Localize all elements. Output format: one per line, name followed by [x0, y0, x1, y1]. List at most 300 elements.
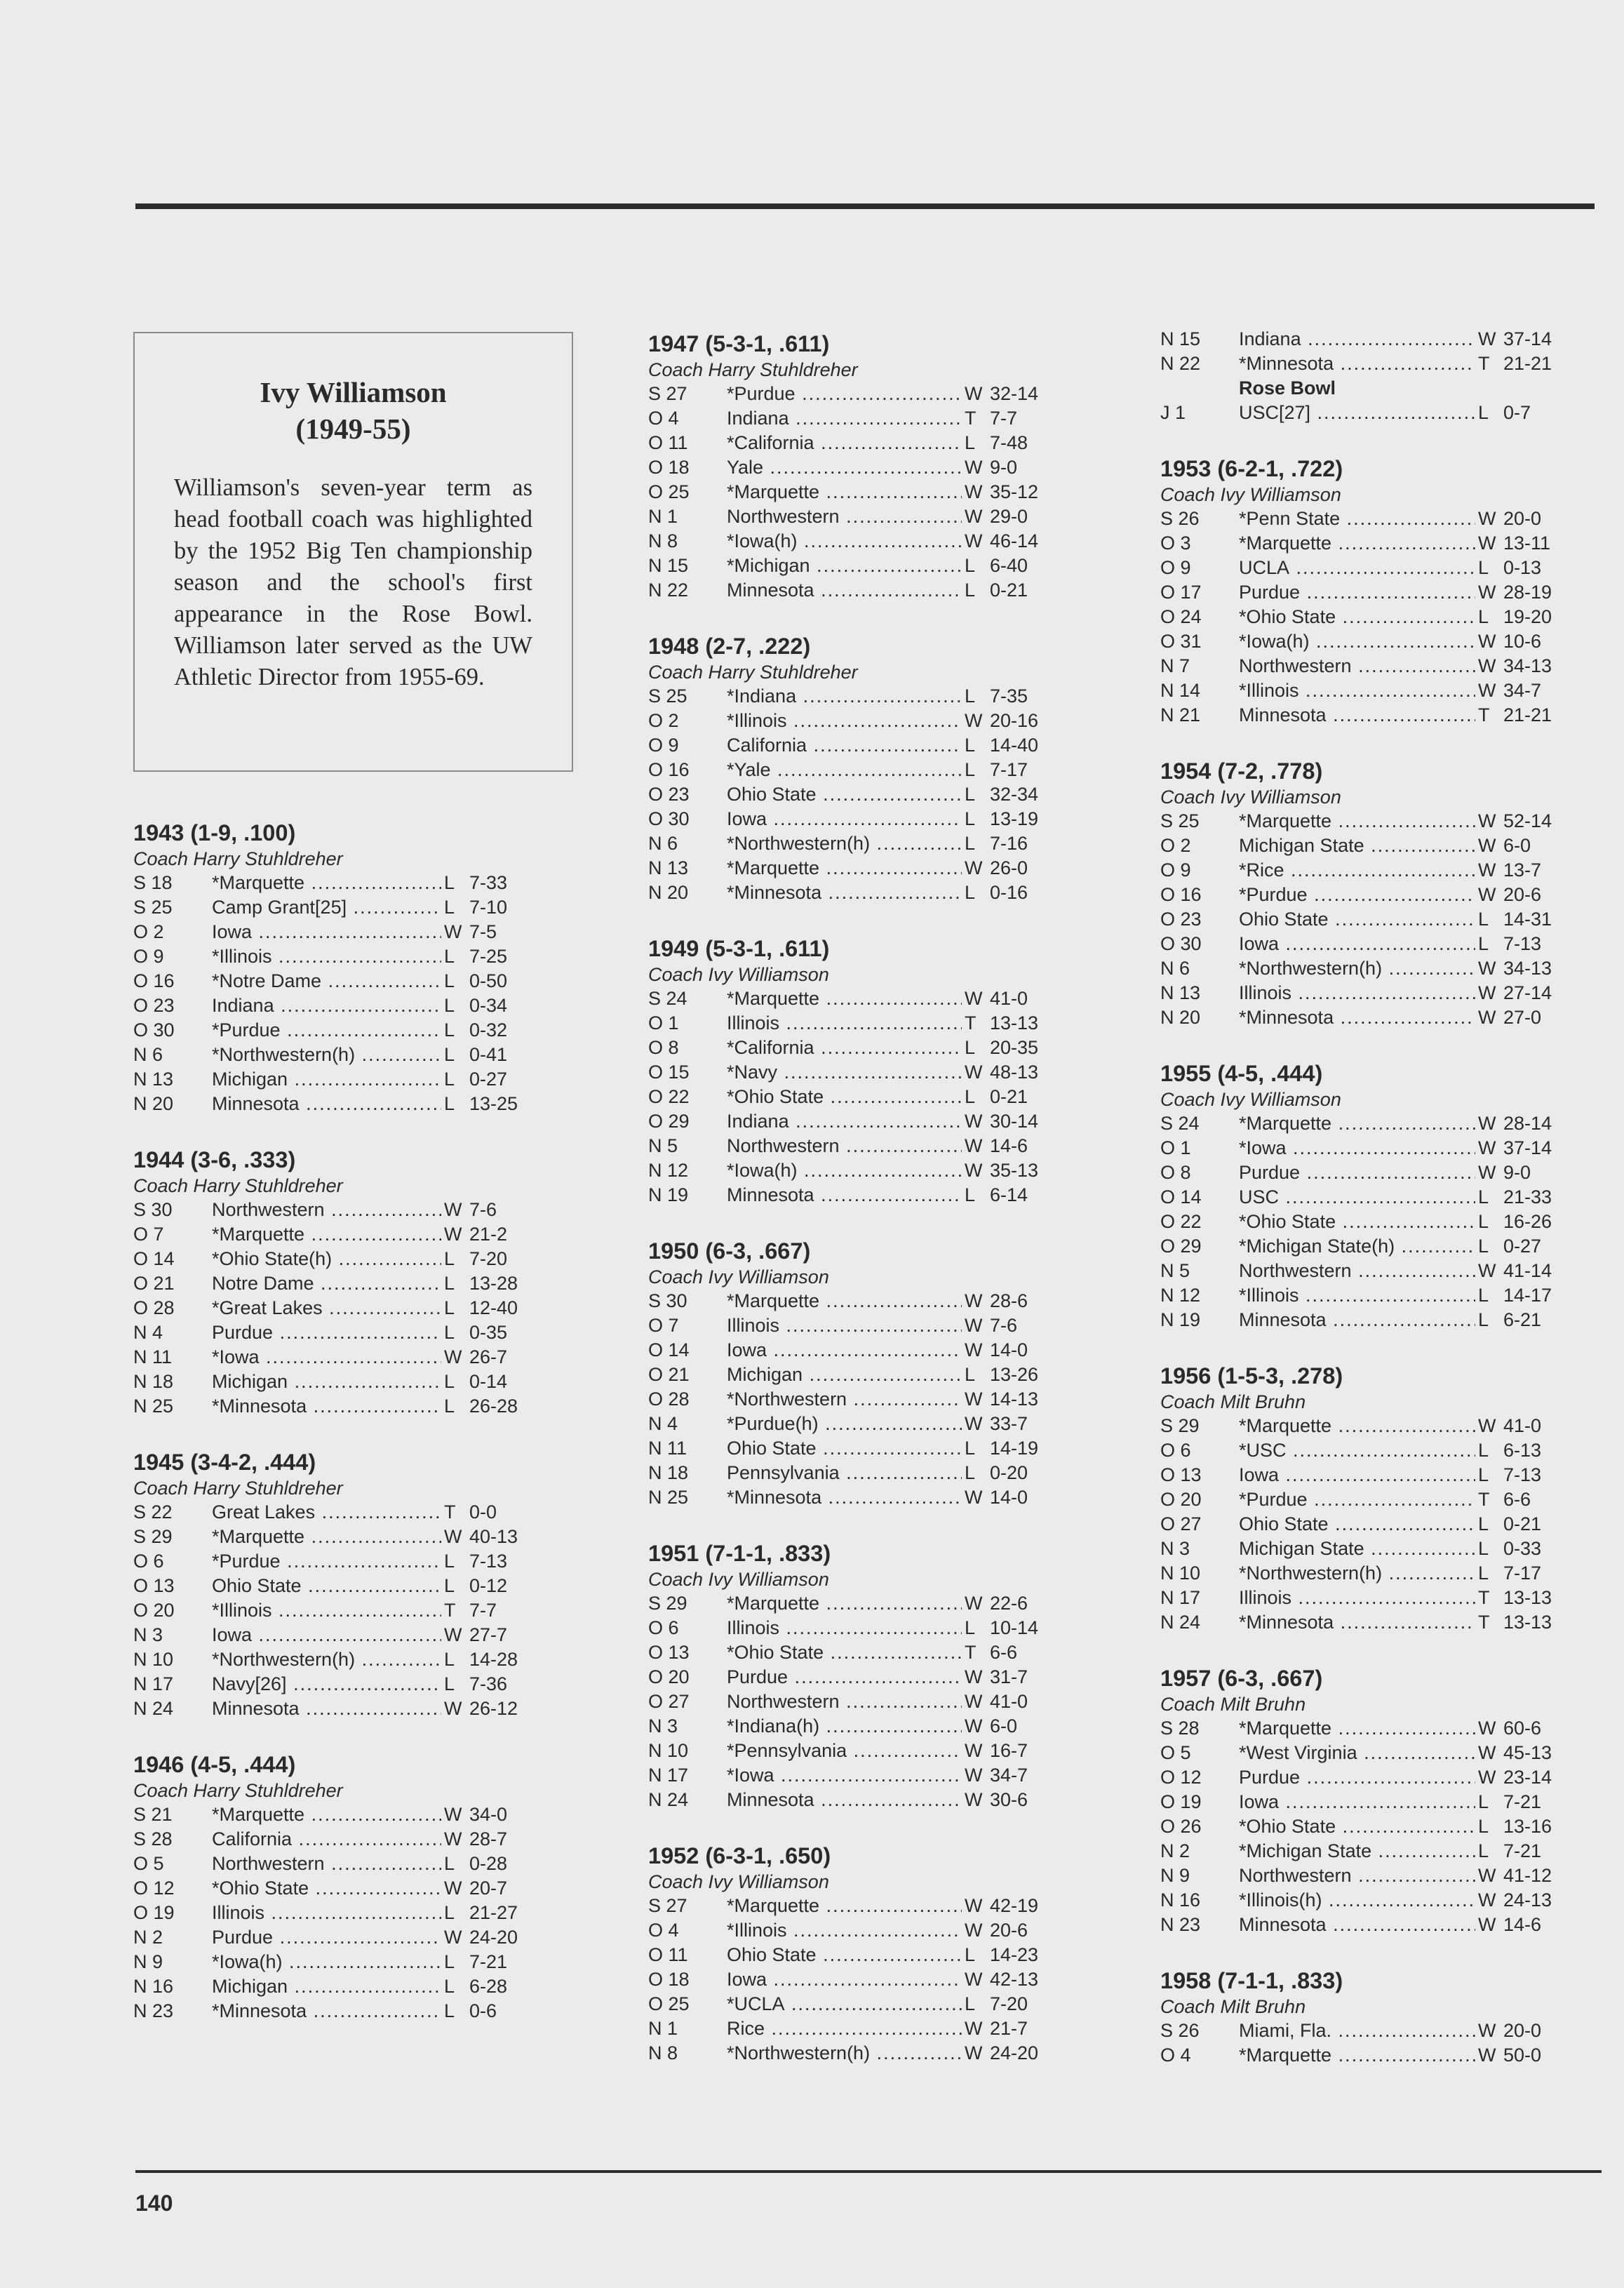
game-result: L: [444, 995, 455, 1016]
coach-name: Coach Ivy Williamson: [648, 1569, 829, 1590]
game-opponent: *California .....: [727, 431, 962, 455]
game-opponent: *Marquette .....: [1239, 531, 1475, 556]
coach-name: Coach Harry Stuhldreher: [133, 1780, 343, 1801]
game-date: N 9: [1160, 1865, 1190, 1886]
game-result: L: [965, 1993, 976, 2014]
game-opponent: Pennsylvania .....: [727, 1461, 962, 1485]
game-result: L: [1478, 1309, 1489, 1330]
game-result: L: [1478, 1538, 1489, 1559]
game-list: [1160, 327, 1571, 376]
game-row: [1160, 1586, 1571, 1610]
game-row: [648, 881, 1057, 905]
game-date: N 13: [1160, 982, 1201, 1003]
game-score: 45-13: [1503, 1742, 1552, 1763]
sidebar-title: [174, 374, 532, 447]
game-row: [648, 1158, 1057, 1183]
season-block: [1160, 1967, 1571, 2068]
game-score: 26-7: [469, 1346, 508, 1367]
game-row: [133, 871, 537, 895]
game-result: W: [1478, 859, 1496, 881]
game-opponent: Ohio State .....: [727, 782, 962, 807]
game-result: L: [965, 685, 976, 707]
game-row: [133, 1598, 537, 1623]
game-score: 13-19: [990, 808, 1039, 829]
game-date: O 25: [648, 1993, 690, 2014]
game-result: W: [1478, 1889, 1496, 1911]
game-result: L: [444, 970, 455, 991]
game-opponent: *UCLA .....: [727, 1992, 962, 2016]
game-opponent: *Purdue .....: [1239, 1487, 1475, 1512]
game-opponent: Great Lakes .....: [212, 1500, 441, 1525]
game-date: O 26: [1160, 1816, 1202, 1837]
game-opponent: Iowa .....: [1239, 932, 1475, 956]
game-row: [648, 1338, 1057, 1363]
game-opponent: *Indiana .....: [727, 684, 962, 709]
game-score: 7-6: [469, 1199, 497, 1220]
game-date: N 1: [648, 2018, 678, 2039]
game-date: O 29: [1160, 1236, 1202, 1257]
game-date: N 13: [133, 1069, 174, 1090]
game-date: N 20: [133, 1093, 174, 1114]
game-row: [1160, 1005, 1571, 1030]
season-title: 1958 (7-1-1, .833): [1160, 1968, 1343, 1993]
coach-name: Coach Ivy Williamson: [1160, 484, 1341, 505]
game-result: L: [965, 735, 976, 756]
game-result: L: [1478, 1563, 1489, 1584]
season-title: 1951 (7-1-1, .833): [648, 1541, 831, 1566]
game-score: 50-0: [1503, 2045, 1542, 2066]
game-list: [133, 871, 537, 1116]
game-result: W: [965, 1290, 983, 1311]
game-opponent: Northwestern .....: [212, 1198, 441, 1222]
game-opponent: *Marquette .....: [727, 1894, 962, 1918]
game-row: [648, 831, 1057, 856]
game-result: L: [444, 946, 455, 967]
game-date: O 1: [1160, 1137, 1191, 1158]
game-row: [133, 1697, 537, 1721]
game-row: [133, 1549, 537, 1574]
game-result: L: [1478, 1464, 1489, 1485]
game-opponent: Yale .....: [727, 455, 962, 480]
game-opponent: *Marquette .....: [212, 871, 441, 895]
game-row: [133, 1345, 537, 1370]
game-result: L: [965, 1438, 976, 1459]
game-row: [648, 1183, 1057, 1207]
game-result: L: [965, 759, 976, 780]
game-date: O 8: [1160, 1162, 1191, 1183]
game-opponent: *Marquette .....: [212, 1525, 441, 1549]
game-score: 0-32: [469, 1019, 508, 1041]
game-opponent: Northwestern .....: [212, 1852, 441, 1876]
game-row: [133, 1925, 537, 1950]
coach-name: Coach Milt Bruhn: [1160, 1996, 1306, 2017]
game-opponent: Minnesota .....: [1239, 703, 1475, 728]
game-result: W: [1478, 582, 1496, 603]
game-opponent: *Ohio State .....: [1239, 605, 1475, 629]
game-result: W: [965, 710, 983, 731]
game-row: [1160, 507, 1571, 531]
game-result: W: [1478, 1415, 1496, 1436]
season-title: 1948 (2-7, .222): [648, 634, 811, 659]
game-opponent: Purdue .....: [212, 1320, 441, 1345]
game-opponent: *Illinois .....: [1239, 1283, 1475, 1308]
game-score: 6-21: [1503, 1309, 1542, 1330]
game-result: L: [1478, 1513, 1489, 1534]
game-date: O 28: [648, 1389, 690, 1410]
game-opponent: Ohio State .....: [212, 1574, 441, 1598]
game-result: L: [444, 1248, 455, 1269]
game-opponent: *Navy .....: [727, 1060, 962, 1085]
bowl-heading: Rose Bowl: [1239, 377, 1336, 399]
game-row: [1160, 1414, 1571, 1438]
game-row: [1160, 1561, 1571, 1586]
game-row: [648, 2016, 1057, 2041]
season-title: 1956 (1-5-3, .278): [1160, 1363, 1343, 1389]
game-score: 6-13: [1503, 1440, 1542, 1461]
game-date: O 15: [648, 1062, 690, 1083]
game-score: 7-35: [990, 685, 1028, 707]
game-score: 7-7: [990, 408, 1018, 429]
game-score: 7-10: [469, 897, 508, 918]
season-title: 1952 (6-3-1, .650): [648, 1843, 831, 1868]
game-score: 14-17: [1503, 1285, 1552, 1306]
coach-name: Coach Ivy Williamson: [1160, 1089, 1341, 1110]
game-list: [648, 1289, 1057, 1510]
game-opponent: *Northwestern(h) .....: [212, 1647, 441, 1672]
game-result: W: [1478, 884, 1496, 905]
game-result: W: [444, 1199, 462, 1220]
game-date: N 15: [1160, 328, 1201, 349]
game-score: 14-0: [990, 1487, 1028, 1508]
game-row: [1160, 1308, 1571, 1332]
game-opponent: Iowa .....: [212, 1623, 441, 1647]
game-opponent: Iowa .....: [727, 807, 962, 831]
game-result: L: [965, 432, 976, 453]
game-result: L: [965, 1617, 976, 1638]
game-date: N 24: [1160, 1612, 1201, 1633]
game-result: L: [444, 1322, 455, 1343]
game-score: 7-21: [469, 1951, 508, 1972]
game-score: 32-14: [990, 383, 1039, 404]
game-score: 20-16: [990, 710, 1039, 731]
game-date: N 16: [1160, 1889, 1201, 1911]
coach-name: Coach Ivy Williamson: [648, 964, 829, 985]
game-opponent: *Indiana(h) .....: [727, 1714, 962, 1739]
game-opponent: Miami, Fla. .....: [1239, 2019, 1475, 2043]
game-date: O 24: [1160, 606, 1202, 627]
game-result: T: [965, 1642, 977, 1663]
game-row: [133, 1198, 537, 1222]
game-score: 7-16: [990, 833, 1028, 854]
game-score: 6-14: [990, 1184, 1028, 1205]
game-score: 13-16: [1503, 1816, 1552, 1837]
bottom-rule: [135, 2170, 1602, 2173]
game-date: O 30: [648, 808, 690, 829]
game-opponent: *Minnesota .....: [727, 881, 962, 905]
game-result: W: [965, 1487, 983, 1508]
game-opponent: Northwestern .....: [1239, 654, 1475, 678]
game-score: 14-6: [990, 1135, 1028, 1156]
game-row: [648, 431, 1057, 455]
game-date: N 19: [1160, 1309, 1201, 1330]
game-row: [1160, 1259, 1571, 1283]
game-score: 7-20: [990, 1993, 1028, 2014]
game-score: 7-5: [469, 921, 497, 942]
game-opponent: *Marquette .....: [727, 480, 962, 504]
game-result: T: [1478, 1587, 1490, 1608]
game-row: [133, 944, 537, 969]
game-row: [133, 1320, 537, 1345]
game-row: [1160, 556, 1571, 580]
game-score: 0-21: [990, 580, 1028, 601]
game-date: N 10: [648, 1740, 689, 1761]
game-score: 7-48: [990, 432, 1028, 453]
game-opponent: *Michigan .....: [727, 554, 962, 578]
game-date: O 17: [1160, 582, 1202, 603]
game-row: [648, 554, 1057, 578]
game-row: [1160, 1463, 1571, 1487]
game-opponent: Indiana .....: [212, 994, 441, 1018]
season-block: [133, 1751, 537, 2023]
game-date: N 25: [648, 1487, 689, 1508]
game-row: [1160, 956, 1571, 981]
game-score: 28-19: [1503, 582, 1552, 603]
game-row: [1160, 1185, 1571, 1210]
game-result: W: [1478, 1718, 1496, 1739]
game-result: L: [1478, 1791, 1489, 1812]
game-date: S 26: [1160, 2020, 1200, 2041]
game-opponent: *Minnesota .....: [212, 1999, 441, 2023]
game-result: W: [965, 481, 983, 502]
coach-name: Coach Harry Stuhldreher: [133, 1175, 343, 1196]
sidebar-box: [133, 332, 573, 772]
game-score: 7-17: [990, 759, 1028, 780]
sidebar-title-years: (1949-55): [295, 413, 411, 445]
game-row: [1160, 1160, 1571, 1185]
game-result: W: [965, 1895, 983, 1916]
game-row: [1160, 1438, 1571, 1463]
game-list: [133, 1802, 537, 2023]
top-rule: [135, 203, 1595, 209]
game-row: [648, 782, 1057, 807]
game-opponent: Purdue .....: [1239, 580, 1475, 605]
game-opponent: *Ohio State .....: [1239, 1814, 1475, 1839]
game-opponent: *Iowa .....: [212, 1345, 441, 1370]
game-score: 20-6: [1503, 884, 1542, 905]
game-row: [1160, 981, 1571, 1005]
game-result: W: [1478, 508, 1496, 529]
season-block: [1160, 1664, 1571, 1937]
season-title: 1944 (3-6, .333): [133, 1147, 296, 1172]
game-score: 7-36: [469, 1673, 508, 1694]
game-opponent: *Michigan State .....: [1239, 1839, 1475, 1864]
game-result: L: [1478, 1211, 1489, 1232]
game-row: [133, 994, 537, 1018]
game-result: W: [965, 2042, 983, 2063]
game-score: 19-20: [1503, 606, 1552, 627]
game-date: N 4: [133, 1322, 163, 1343]
game-opponent: *Minnesota .....: [1239, 352, 1475, 376]
game-date: O 12: [133, 1878, 175, 1899]
game-score: 0-0: [469, 1501, 497, 1523]
game-result: W: [965, 1765, 983, 1786]
game-score: 7-13: [469, 1551, 508, 1572]
game-row: [648, 529, 1057, 554]
game-row: [1160, 605, 1571, 629]
game-result: W: [1478, 810, 1496, 831]
season-title: 1943 (1-9, .100): [133, 820, 296, 845]
game-opponent: UCLA .....: [1239, 556, 1475, 580]
game-row: [648, 1036, 1057, 1060]
game-opponent: Illinois .....: [727, 1313, 962, 1338]
game-result: W: [965, 1740, 983, 1761]
game-row: [648, 1363, 1057, 1387]
game-date: O 6: [1160, 1440, 1191, 1461]
game-date: N 8: [648, 2042, 678, 2063]
game-row: [1160, 1234, 1571, 1259]
game-result: W: [965, 1315, 983, 1336]
game-opponent: *Minnesota .....: [1239, 1610, 1475, 1635]
game-result: W: [965, 1666, 983, 1687]
game-result: L: [965, 882, 976, 903]
game-score: 6-28: [469, 1976, 508, 1997]
game-row: [133, 1950, 537, 1974]
game-row: [133, 1876, 537, 1901]
game-score: 20-0: [1503, 508, 1542, 529]
game-date: N 23: [133, 2000, 174, 2021]
game-row: [133, 1901, 537, 1925]
game-score: 0-35: [469, 1322, 508, 1343]
game-row: [1160, 1610, 1571, 1635]
game-date: O 9: [1160, 557, 1191, 578]
game-opponent: *Illinois .....: [212, 1598, 441, 1623]
game-row: [648, 1485, 1057, 1510]
season-block: [1160, 455, 1571, 728]
game-score: 52-14: [1503, 810, 1552, 831]
game-score: 20-35: [990, 1037, 1039, 1058]
game-row: [1160, 1913, 1571, 1937]
game-score: 10-6: [1503, 631, 1542, 652]
season-title: 1945 (3-4-2, .444): [133, 1450, 316, 1475]
game-result: W: [444, 1698, 462, 1719]
game-score: 27-7: [469, 1624, 508, 1645]
game-row: [648, 1313, 1057, 1338]
game-date: N 21: [1160, 704, 1201, 725]
game-row: [133, 1296, 537, 1320]
game-opponent: *Marquette .....: [1239, 1414, 1475, 1438]
game-result: W: [965, 1969, 983, 1990]
game-list: [648, 382, 1057, 603]
game-result: W: [965, 1389, 983, 1410]
game-opponent: *California .....: [727, 1036, 962, 1060]
game-score: 13-25: [469, 1093, 518, 1114]
game-row: [133, 1827, 537, 1852]
game-row: [133, 1574, 537, 1598]
game-result: W: [965, 530, 983, 551]
game-score: 14-6: [1503, 1914, 1542, 1935]
game-opponent: *Purdue .....: [727, 382, 962, 406]
game-row: [648, 504, 1057, 529]
game-result: W: [1478, 655, 1496, 676]
game-list: [1160, 1414, 1571, 1635]
game-result: W: [1478, 1865, 1496, 1886]
game-date: S 21: [133, 1804, 173, 1825]
coach-name: Coach Milt Bruhn: [1160, 1694, 1306, 1715]
game-result: W: [965, 1715, 983, 1737]
game-opponent: *Marquette .....: [1239, 2043, 1475, 2068]
game-score: 7-20: [469, 1248, 508, 1269]
game-row: [133, 1394, 537, 1419]
game-opponent: *Minnesota .....: [727, 1485, 962, 1510]
game-score: 0-27: [469, 1069, 508, 1090]
game-score: 7-21: [1503, 1840, 1542, 1861]
game-date: N 6: [648, 833, 678, 854]
game-date: O 16: [1160, 884, 1202, 905]
game-result: W: [1478, 958, 1496, 979]
game-date: O 23: [1160, 909, 1202, 930]
game-opponent: Minnesota .....: [212, 1092, 441, 1116]
game-score: 7-17: [1503, 1563, 1542, 1584]
game-opponent: California .....: [727, 733, 962, 758]
game-row: [1160, 703, 1571, 728]
game-opponent: USC .....: [1239, 1185, 1475, 1210]
game-result: L: [965, 555, 976, 576]
game-result: L: [444, 1673, 455, 1694]
game-result: L: [965, 1462, 976, 1483]
coach-name: Coach Ivy Williamson: [648, 1871, 829, 1892]
coach-name: Coach Ivy Williamson: [1160, 787, 1341, 808]
game-result: W: [1478, 1113, 1496, 1134]
game-row: [1160, 678, 1571, 703]
game-result: W: [1478, 1260, 1496, 1281]
game-row: [1160, 809, 1571, 834]
game-score: 26-12: [469, 1698, 518, 1719]
game-result: L: [444, 1951, 455, 1972]
game-result: W: [1478, 631, 1496, 652]
game-opponent: Ohio State .....: [727, 1943, 962, 1967]
game-score: 21-33: [1503, 1186, 1552, 1207]
game-opponent: *Northwestern .....: [727, 1387, 962, 1412]
game-score: 14-40: [990, 735, 1039, 756]
game-score: 9-0: [990, 457, 1018, 478]
game-score: 0-16: [990, 882, 1028, 903]
game-date: N 7: [1160, 655, 1190, 676]
game-date: O 2: [648, 710, 679, 731]
game-score: 30-14: [990, 1111, 1039, 1132]
game-date: O 20: [1160, 1489, 1202, 1510]
game-score: 14-19: [990, 1438, 1039, 1459]
game-date: N 18: [648, 1462, 689, 1483]
game-opponent: *Marquette .....: [727, 1289, 962, 1313]
game-opponent: Notre Dame .....: [212, 1271, 441, 1296]
game-score: 0-33: [1503, 1538, 1542, 1559]
game-row: [133, 1500, 537, 1525]
sidebar-body: Williamson's seven-year term as head football coach was highlighted by the 1952 Big Ten championship season and the school's first appearance in the Rose Bowl. Williamson later served as the UW Athletic Director from 1955-69.: [174, 474, 532, 690]
game-score: 0-12: [469, 1575, 508, 1596]
game-result: L: [1478, 1440, 1489, 1461]
game-result: L: [1478, 933, 1489, 954]
game-row: [648, 1289, 1057, 1313]
game-result: W: [1478, 982, 1496, 1003]
game-opponent: *Illinois .....: [727, 709, 962, 733]
game-list: [1160, 1716, 1571, 1937]
game-result: L: [965, 1184, 976, 1205]
game-row: [648, 1011, 1057, 1036]
game-result: L: [444, 1649, 455, 1670]
game-result: W: [1478, 1162, 1496, 1183]
game-row: [648, 1591, 1057, 1616]
game-date: N 11: [648, 1438, 687, 1459]
